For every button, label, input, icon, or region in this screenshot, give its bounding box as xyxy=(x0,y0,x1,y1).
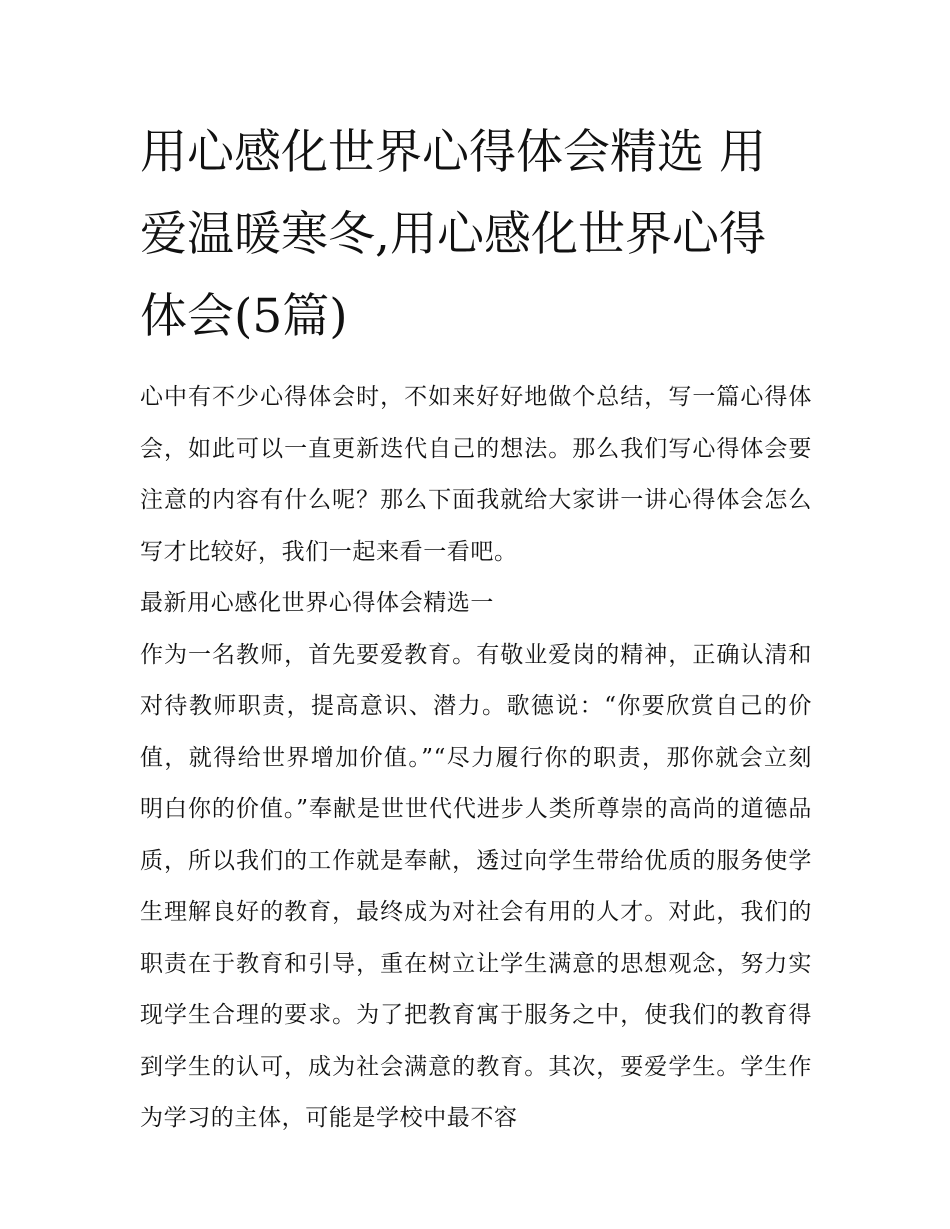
document-page xyxy=(140,112,812,1145)
intro-paragraph: 心中有不少心得体会时，不如来好好地做个总结，写一篇心得体会，如此可以一直更新迭代自己的想法。那么我们写心得体会要注意的内容有什么呢？那么下面我就给大家讲一讲心得体会怎么写才比较好，我们一起来看一看吧。 xyxy=(140,384,812,565)
document-body xyxy=(140,372,812,1145)
document-title: 用心感化世界心得体会精选 用爱温暖寒冬,用心感化世界心得体会(5篇) xyxy=(140,125,766,344)
section-paragraph: 作为一名教师，首先要爱教育。有敬业爱岗的精神，正确认清和对待教师职责，提高意识、潜力。歌德说：“你要欣赏自己的价值，就得给世界增加价值。”“尽力履行你的职责，那你就会立刻明白你的价值。”奉献是世世代代进步人类所尊崇的高尚的道德品质，所以我们的工作就是奉献，透过向学生带给优质的服务使学生理解良好的教育，最终成为对社会有用的人才。对此，我们的职责在于教育和引导，重在树立让学生满意的思想观念，努力实现学生合理的要求。为了把教育寓于服务之中，使我们的教育得到学生的认可，成为社会满意的教育。其次，要爱学生。学生作为学习的主体，可能是学校中最不容 xyxy=(140,641,812,1131)
section-heading: 最新用心感化世界心得体会精选一 xyxy=(140,590,494,616)
